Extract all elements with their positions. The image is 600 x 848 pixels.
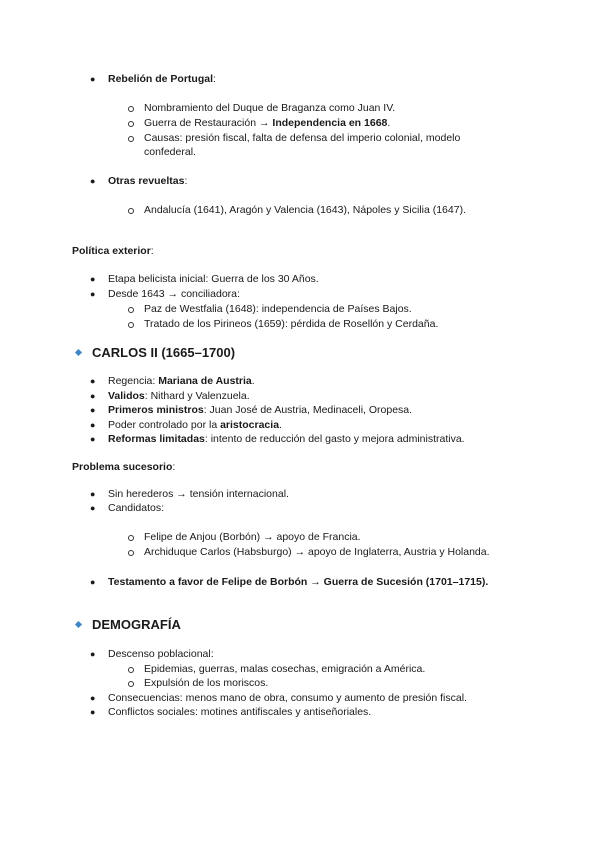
rebelion-item-continuation: confederal. [144,146,196,158]
sucesorio-title-line: Problema sucesorio: [72,461,176,473]
demografia-item: Conflictos sociales: motines antifiscales y antiseñoriales. [108,706,372,718]
demografia-subitem: Expulsión de los moriscos. [144,677,269,689]
politica-title: Política exterior [72,245,151,257]
carlos-ministros: Primeros ministros: Juan José de Austria, Medinaceli, Oropesa. [108,404,413,416]
circle-bullet-icon [128,136,134,142]
bullet-icon: ● [90,274,96,284]
diamond-bullet-icon [75,349,82,356]
politica-item: Etapa belicista inicial: Guerra de los 30 Años. [108,273,319,285]
politica-title-line: Política exterior: [72,245,154,257]
sucesorio-subitem: Archiduque Carlos (Habsburgo) → apoyo de Inglaterra, Austria y Holanda. [144,546,490,558]
bullet-icon: ● [90,503,96,513]
circle-bullet-icon [128,322,134,328]
bullet-icon: ● [90,489,96,499]
politica-item: Desde 1643 → conciliadora: [108,288,240,300]
bullet-icon: ● [90,707,96,717]
carlos-poder: Poder controlado por la aristocracia. [108,419,282,431]
otras-title: Otras revueltas [108,175,185,187]
bullet-icon: ● [90,693,96,703]
bullet-icon: ● [90,405,96,415]
rebelion-item: Nombramiento del Duque de Braganza como Juan IV. [144,102,396,114]
bullet-icon: ● [90,649,96,659]
sucesorio-subitem: Felipe de Anjou (Borbón) → apoyo de Francia. [144,531,361,543]
circle-bullet-icon [128,535,134,541]
sucesorio-item: Candidatos: [108,502,165,514]
demografia-heading: DEMOGRAFÍA [92,617,181,632]
bullet-icon: ● [90,376,96,386]
bullet-icon: ● [90,434,96,444]
bullet-icon: ● [90,289,96,299]
politica-subitem: Paz de Westfalia (1648): independencia de Países Bajos. [144,303,412,315]
carlos-regencia: Regencia: Mariana de Austria. [108,375,255,387]
bullet-icon: ● [90,74,96,84]
circle-bullet-icon [128,106,134,112]
sucesorio-testamento: Testamento a favor de Felipe de Borbón → Guerra de Sucesión (1701–1715). [108,576,489,588]
circle-bullet-icon [128,681,134,687]
circle-bullet-icon [128,121,134,127]
carlos-heading: CARLOS II (1665–1700) [92,345,236,360]
rebelion-item: Causas: presión fiscal, falta de defensa del imperio colonial, modelo [144,132,461,144]
rebelion-item: Guerra de Restauración → Independencia en 1668. [144,117,391,129]
demografia-item: Consecuencias: menos mano de obra, consumo y aumento de presión fiscal. [108,692,467,704]
bullet-icon: ● [90,577,96,587]
politica-subitem: Tratado de los Pirineos (1659): pérdida de Rosellón y Cerdaña. [144,318,439,330]
carlos-reformas: Reformas limitadas: intento de reducción del gasto y mejora administrativa. [108,433,465,445]
demografia-subitem: Epidemias, guerras, malas cosechas, emigración a América. [144,663,426,675]
diamond-bullet-icon [75,621,82,628]
bullet-icon: ● [90,391,96,401]
circle-bullet-icon [128,208,134,214]
bullet-icon: ● [90,176,96,186]
otras-item: Andalucía (1641), Aragón y Valencia (1643), Nápoles y Sicilia (1647). [144,204,466,216]
rebelion-title-line: Rebelión de Portugal: [108,73,216,85]
circle-bullet-icon [128,667,134,673]
sucesorio-title: Problema sucesorio [72,461,173,473]
circle-bullet-icon [128,550,134,556]
carlos-validos: Validos: Nithard y Valenzuela. [108,390,250,402]
bullet-icon: ● [90,420,96,430]
rebelion-title: Rebelión de Portugal [108,73,214,85]
sucesorio-item: Sin herederos → tensión internacional. [108,488,289,500]
circle-bullet-icon [128,307,134,313]
demografia-item: Descenso poblacional: [108,648,214,660]
otras-title-line: Otras revueltas: [108,175,188,187]
